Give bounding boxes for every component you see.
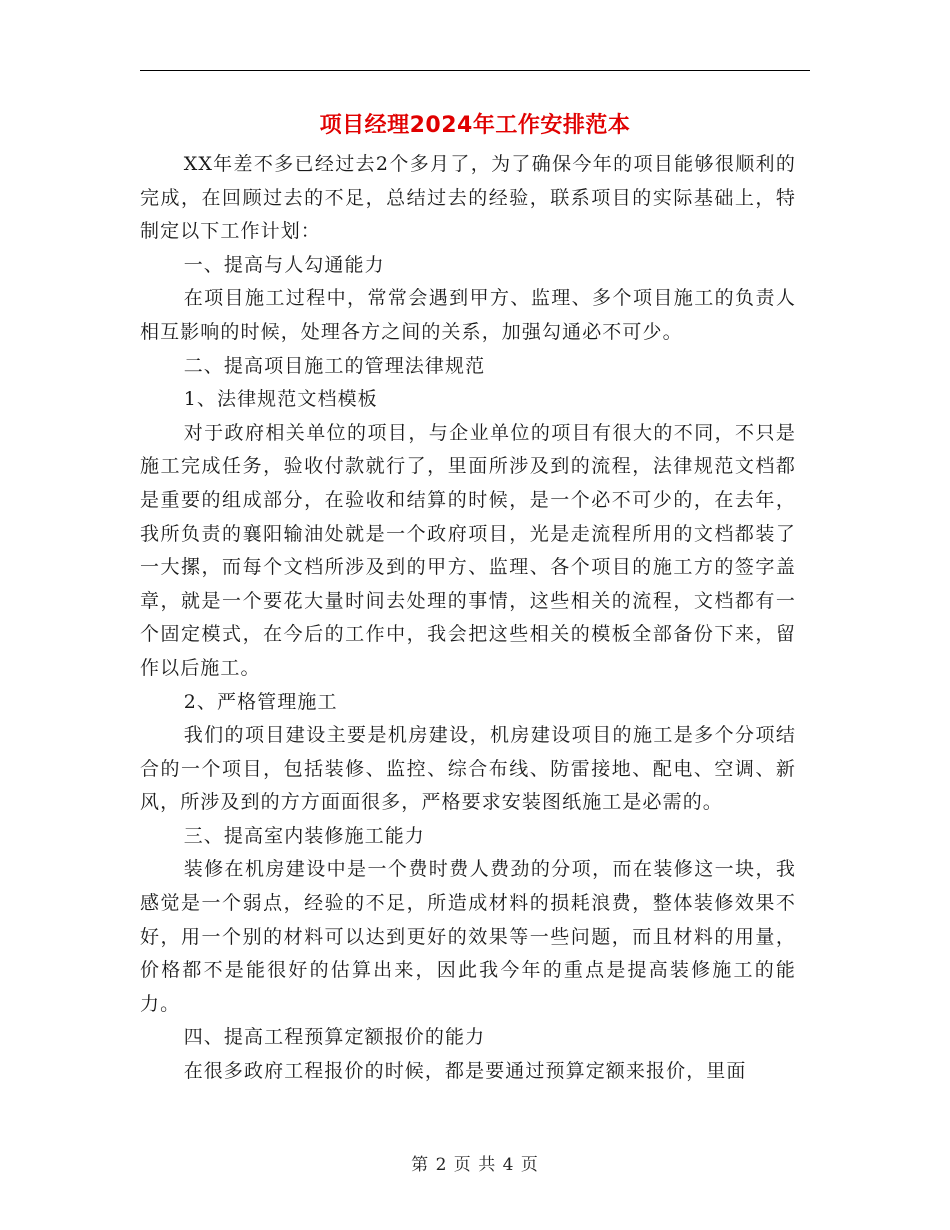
paragraph: XX年差不多已经过去2个多月了，为了确保今年的项目能够很顺利的完成，在回顾过去的不足，总结过去的经验，联系项目的实际基础上，特制定以下工作计划： [140,153,796,243]
document-body [140,148,796,1089]
paragraph: 对于政府相关单位的项目，与企业单位的项目有很大的不同，不只是施工完成任务，验收付款就行了，里面所涉及到的流程，法律规范文档都是重要的组成部分，在验收和结算的时候，是一个必不可少的，在去年，我所负责的襄阳输油处就是一个政府项目，光是走流程所用的文档都装了一大摞，而每个文档所涉及到的甲方、监理、各个项目的施工方的签字盖章，就是一个要花大量时间去处理的事情，这些相关的流程，文档都有一个固定模式，在今后的工作中，我会把这些相关的模板全部备份下来，留作以后施工。 [140,421,796,679]
page-number: 第 2 页 共 4 页 [411,1155,539,1175]
subsection-heading: 1、法律规范文档模板 [183,388,378,411]
document-title: 项目经理2024年工作安排范本 [319,113,631,138]
header-rule [140,70,810,71]
paragraph: 我们的项目建设主要是机房建设，机房建设项目的施工是多个分项结合的一个项目，包括装修、监控、综合布线、防雷接地、配电、空调、新风，所涉及到的方方面面很多，严格要求安装图纸施工是必需的。 [140,724,796,814]
subsection-heading: 2、严格管理施工 [183,690,338,713]
section-heading: 四、提高工程预算定额报价的能力 [183,1026,486,1049]
paragraph: 在项目施工过程中，常常会遇到甲方、监理、多个项目施工的负责人相互影响的时候，处理各方之间的关系，加强勾通必不可少。 [140,287,796,343]
section-heading: 三、提高室内装修施工能力 [183,824,425,847]
section-heading: 一、提高与人勾通能力 [183,253,385,276]
section-heading: 二、提高项目施工的管理法律规范 [183,354,486,377]
paragraph: 装修在机房建设中是一个费时费人费劲的分项，而在装修这一块，我感觉是一个弱点，经验的不足，所造成材料的损耗浪费，整体装修效果不好，用一个别的材料可以达到更好的效果等一些问题，而且材料的用量，价格都不是能很好的估算出来，因此我今年的重点是提高装修施工的能力。 [140,858,796,1015]
paragraph: 在很多政府工程报价的时候，都是要通过预算定额来报价，里面 [183,1060,747,1083]
